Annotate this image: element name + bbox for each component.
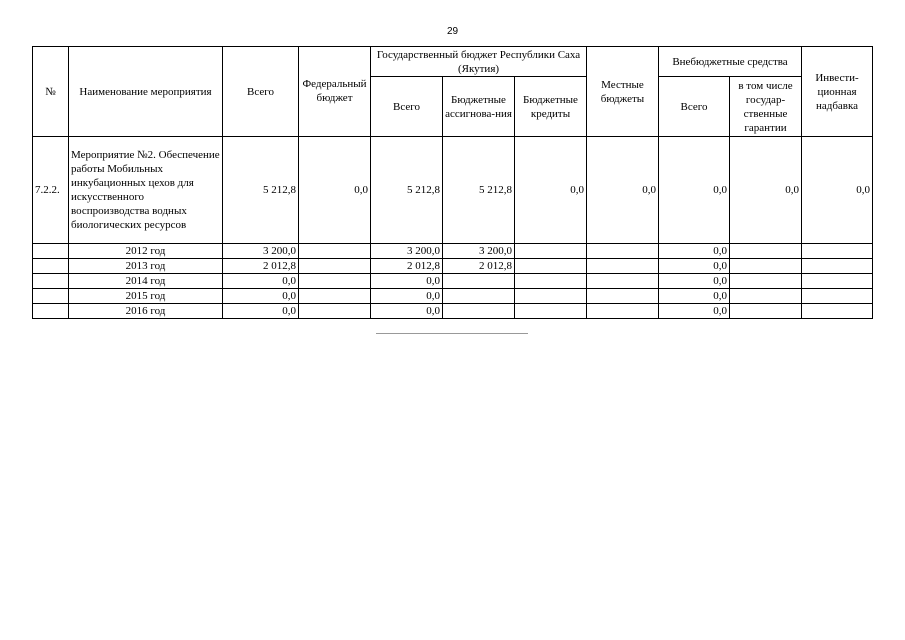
cell-state-appropriations [443, 304, 515, 319]
cell-local [587, 259, 659, 274]
cell-extra-total: 0,0 [659, 289, 730, 304]
cell-year: 2014 год [69, 274, 223, 289]
cell-name: Мероприятие №2. Обеспечение работы Мобильных инкубационных цехов для искусственного воспроизводства водных биологических ресурсов [69, 137, 223, 244]
table-row-year [33, 304, 873, 319]
cell-state-appropriations: 5 212,8 [443, 137, 515, 244]
cell-state-appropriations: 2 012,8 [443, 259, 515, 274]
header-name: Наименование мероприятия [69, 47, 223, 137]
cell-total: 0,0 [223, 289, 299, 304]
cell-no [33, 289, 69, 304]
cell-federal [299, 244, 371, 259]
cell-extra-guarantees [730, 259, 802, 274]
cell-no [33, 259, 69, 274]
cell-year: 2012 год [69, 244, 223, 259]
cell-state-total: 0,0 [371, 304, 443, 319]
cell-state-total: 5 212,8 [371, 137, 443, 244]
cell-local: 0,0 [587, 137, 659, 244]
header-no: № [33, 47, 69, 137]
cell-local [587, 274, 659, 289]
header-extra-guarantees: в том числе государ-ственные гарантии [730, 77, 802, 137]
cell-state-appropriations [443, 274, 515, 289]
cell-extra-total: 0,0 [659, 259, 730, 274]
cell-state-credits [515, 274, 587, 289]
header-investment: Инвести-ционная надбавка [802, 47, 873, 137]
table-row-year [33, 259, 873, 274]
cell-total: 3 200,0 [223, 244, 299, 259]
cell-investment [802, 259, 873, 274]
header-state-appropriations: Бюджетные ассигнова-ния [443, 77, 515, 137]
cell-state-credits: 0,0 [515, 137, 587, 244]
cell-extra-total: 0,0 [659, 304, 730, 319]
cell-no: 7.2.2. [33, 137, 69, 244]
cell-total: 0,0 [223, 304, 299, 319]
cell-investment: 0,0 [802, 137, 873, 244]
cell-year: 2016 год [69, 304, 223, 319]
cell-state-total: 3 200,0 [371, 244, 443, 259]
table-row-year [33, 244, 873, 259]
cell-investment [802, 244, 873, 259]
cell-extra-guarantees [730, 304, 802, 319]
table-row-main [33, 137, 873, 244]
cell-year: 2013 год [69, 259, 223, 274]
cell-no [33, 274, 69, 289]
cell-extra-guarantees [730, 274, 802, 289]
budget-table [32, 46, 873, 319]
cell-extra-total: 0,0 [659, 137, 730, 244]
cell-state-credits [515, 244, 587, 259]
header-state-credits: Бюджетные кредиты [515, 77, 587, 137]
header-state-budget: Государственный бюджет Республики Саха (Якутия) [371, 47, 587, 77]
table-row-year [33, 274, 873, 289]
cell-extra-guarantees [730, 244, 802, 259]
cell-federal [299, 259, 371, 274]
cell-federal [299, 274, 371, 289]
cell-total: 0,0 [223, 274, 299, 289]
cell-state-total: 0,0 [371, 274, 443, 289]
cell-state-credits [515, 304, 587, 319]
separator-line [376, 333, 528, 334]
cell-state-credits [515, 259, 587, 274]
cell-federal [299, 304, 371, 319]
cell-state-appropriations [443, 289, 515, 304]
page-number: 29 [446, 26, 459, 37]
cell-federal: 0,0 [299, 137, 371, 244]
cell-extra-guarantees [730, 289, 802, 304]
header-federal: Федеральный бюджет [299, 47, 371, 137]
header-total: Всего [223, 47, 299, 137]
cell-state-appropriations: 3 200,0 [443, 244, 515, 259]
cell-local [587, 289, 659, 304]
header-extrabudget: Внебюджетные средства [659, 47, 802, 77]
cell-extra-total: 0,0 [659, 274, 730, 289]
cell-investment [802, 274, 873, 289]
cell-state-credits [515, 289, 587, 304]
cell-local [587, 244, 659, 259]
cell-investment [802, 289, 873, 304]
cell-local [587, 304, 659, 319]
cell-no [33, 244, 69, 259]
cell-federal [299, 289, 371, 304]
header-state-total: Всего [371, 77, 443, 137]
cell-total: 5 212,8 [223, 137, 299, 244]
cell-state-total: 2 012,8 [371, 259, 443, 274]
cell-year: 2015 год [69, 289, 223, 304]
cell-total: 2 012,8 [223, 259, 299, 274]
cell-state-total: 0,0 [371, 289, 443, 304]
cell-investment [802, 304, 873, 319]
cell-no [33, 304, 69, 319]
table-row-year [33, 289, 873, 304]
cell-extra-total: 0,0 [659, 244, 730, 259]
cell-extra-guarantees: 0,0 [730, 137, 802, 244]
header-local: Местные бюджеты [587, 47, 659, 137]
header-extra-total: Всего [659, 77, 730, 137]
